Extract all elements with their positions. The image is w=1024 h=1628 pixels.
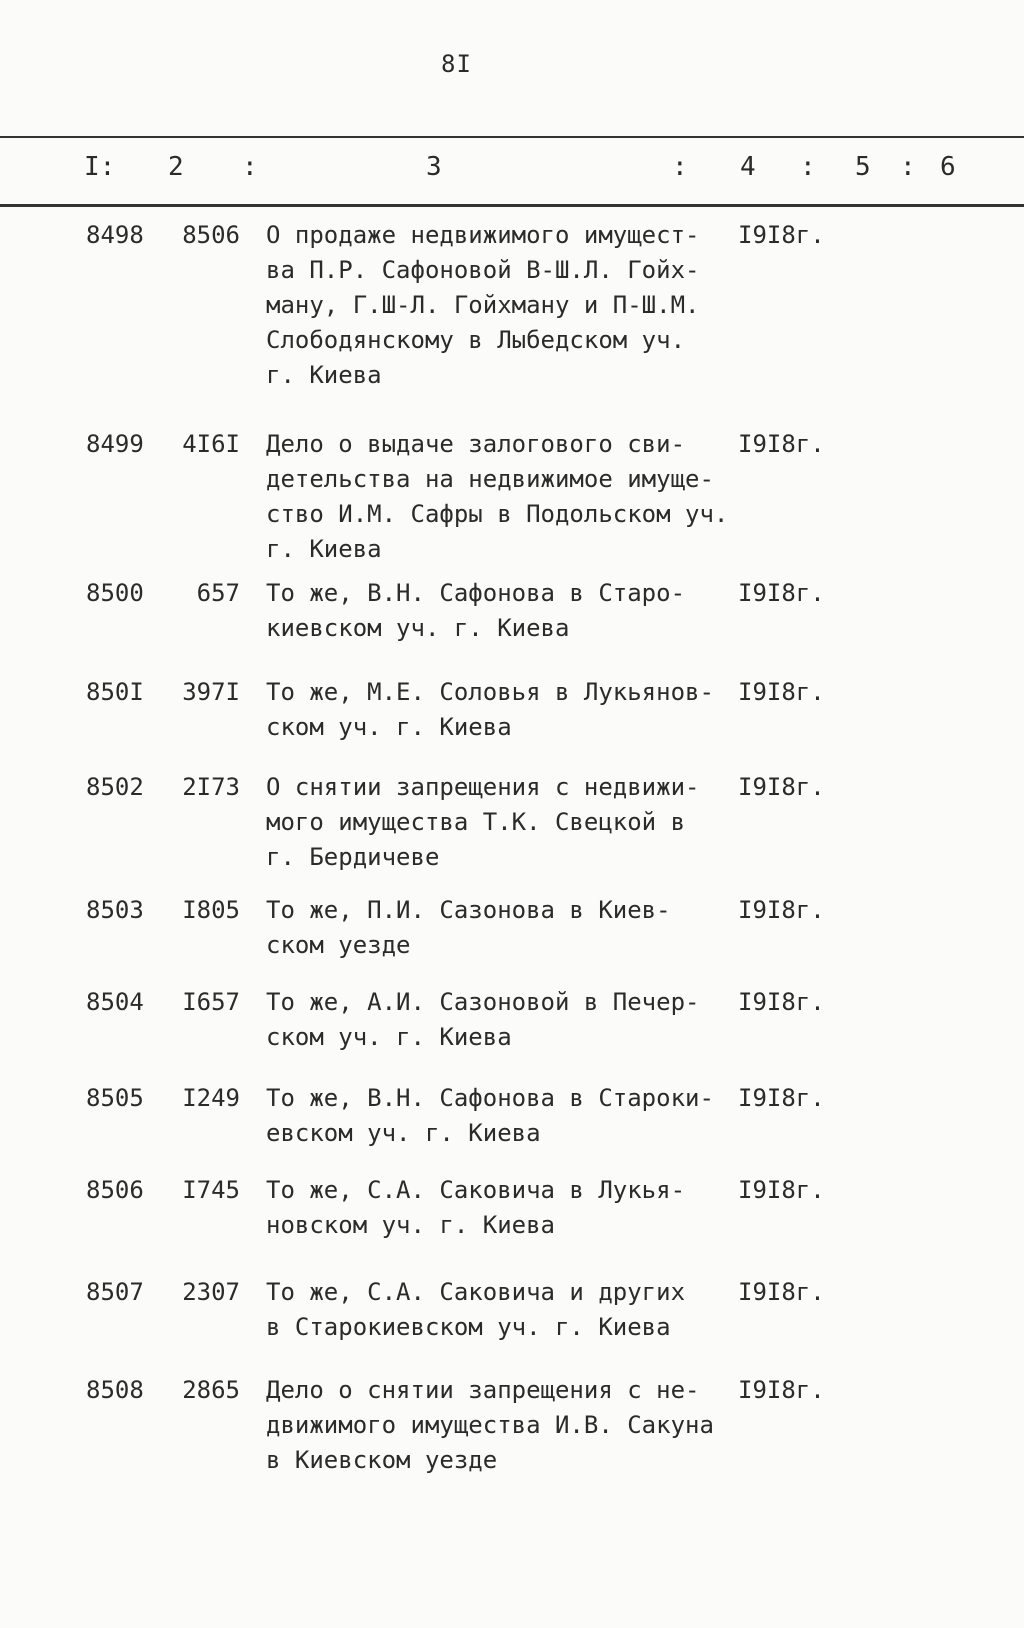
column-header-6: 6 [940, 152, 956, 182]
old-number: I249 [182, 1084, 240, 1112]
column-header-1: I: [84, 152, 116, 182]
description-line: ва П.Р. Сафоновой В-Ш.Л. Гойх- [266, 256, 700, 284]
entry-number: 8500 [86, 579, 144, 607]
entry-year: I9I8г. [738, 678, 825, 706]
description-line: движимого имущества И.В. Сакуна [266, 1411, 714, 1439]
entry-year: I9I8г. [738, 1376, 825, 1404]
description-line: г. Бердичеве [266, 843, 440, 871]
entry-description [266, 893, 740, 963]
old-number: 2307 [182, 1278, 240, 1306]
entry-description [266, 770, 740, 875]
entry-number: 850I [86, 678, 144, 706]
description-line: То же, В.Н. Сафонова в Старо- [266, 579, 686, 607]
old-number: 8506 [182, 221, 240, 249]
entry-year: I9I8г. [738, 1176, 825, 1204]
old-number: 2865 [182, 1376, 240, 1404]
entry-year: I9I8г. [738, 221, 825, 249]
entry-year: I9I8г. [738, 896, 825, 924]
entry-number: 8503 [86, 896, 144, 924]
description-line: То же, С.А. Саковича в Лукья- [266, 1176, 686, 1204]
description-line: Дело о выдаче залогового сви- [266, 430, 686, 458]
entry-description [266, 1373, 740, 1478]
description-line: О продаже недвижимого имущест- [266, 221, 700, 249]
description-line: ском уч. г. Киева [266, 1023, 512, 1051]
entry-description [266, 675, 740, 745]
description-line: г. Киева [266, 361, 382, 389]
entry-description [266, 218, 740, 393]
description-line: в Киевском уезде [266, 1446, 498, 1474]
entry-number: 8505 [86, 1084, 144, 1112]
description-line: То же, В.Н. Сафонова в Староки- [266, 1084, 714, 1112]
entry-description [266, 1173, 740, 1243]
description-line: новском уч. г. Киева [266, 1211, 555, 1239]
description-line: ману, Г.Ш-Л. Гойхману и П-Ш.М. [266, 291, 700, 319]
description-line: То же, М.Е. Соловья в Лукьянов- [266, 678, 714, 706]
entry-description [266, 427, 740, 567]
old-number: 4I6I [182, 430, 240, 458]
description-line: Дело о снятии запрещения с не- [266, 1376, 700, 1404]
description-line: ском уч. г. Киева [266, 713, 512, 741]
entry-description [266, 1081, 740, 1151]
description-line: О снятии запрещения с недвижи- [266, 773, 700, 801]
column-header-separator: : [800, 152, 816, 182]
entry-year: I9I8г. [738, 1278, 825, 1306]
old-number: I657 [182, 988, 240, 1016]
old-number: 2I73 [182, 773, 240, 801]
description-line: Слободянскому в Лыбедском уч. [266, 326, 686, 354]
old-number: I805 [182, 896, 240, 924]
entry-number: 8499 [86, 430, 144, 458]
old-number: 657 [196, 579, 240, 607]
entry-year: I9I8г. [738, 988, 825, 1016]
description-line: То же, А.И. Сазоновой в Печер- [266, 988, 700, 1016]
description-line: То же, С.А. Саковича и других [266, 1278, 686, 1306]
old-number: 397I [182, 678, 240, 706]
entry-description [266, 985, 740, 1055]
entry-number: 8506 [86, 1176, 144, 1204]
description-line: детельства на недвижимое имуще- [266, 465, 714, 493]
description-line: То же, П.И. Сазонова в Киев- [266, 896, 671, 924]
header-bottom-rule [0, 204, 1024, 207]
column-header-separator: : [900, 152, 916, 182]
entry-description [266, 1275, 740, 1345]
description-line: г. Киева [266, 535, 382, 563]
entry-year: I9I8г. [738, 430, 825, 458]
column-header-2: 2 [168, 152, 184, 182]
column-header-separator: : [672, 152, 688, 182]
column-header-5: 5 [855, 152, 871, 182]
entry-number: 8498 [86, 221, 144, 249]
description-line: ство И.М. Сафры в Подольском уч. [266, 500, 729, 528]
description-line: в Старокиевском уч. г. Киева [266, 1313, 671, 1341]
description-line: киевском уч. г. Киева [266, 614, 570, 642]
entry-year: I9I8г. [738, 773, 825, 801]
column-header-separator: : [242, 152, 258, 182]
page-number: 8I [441, 50, 472, 78]
column-header-4: 4 [740, 152, 756, 182]
entry-number: 8507 [86, 1278, 144, 1306]
entry-year: I9I8г. [738, 579, 825, 607]
header-top-rule [0, 136, 1024, 138]
description-line: мого имущества Т.К. Свецкой в [266, 808, 686, 836]
old-number: I745 [182, 1176, 240, 1204]
entry-number: 8502 [86, 773, 144, 801]
entry-year: I9I8г. [738, 1084, 825, 1112]
description-line: евском уч. г. Киева [266, 1119, 541, 1147]
description-line: ском уезде [266, 931, 411, 959]
column-header-3: 3 [426, 152, 442, 182]
entry-number: 8504 [86, 988, 144, 1016]
entry-description [266, 576, 740, 646]
entry-number: 8508 [86, 1376, 144, 1404]
